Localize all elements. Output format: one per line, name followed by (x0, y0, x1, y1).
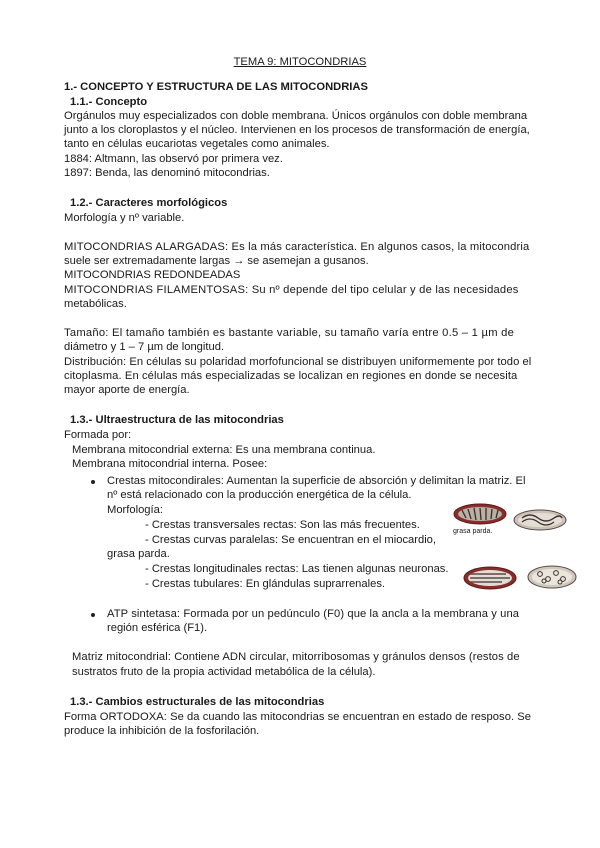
section-1-heading: 1.- CONCEPTO Y ESTRUCTURA DE LAS MITOCONDRIAS (64, 81, 368, 93)
redondeadas-line: MITOCONDRIAS REDONDEADAS (64, 269, 241, 281)
tamano-line-2: diámetro y 1 – 7 µm de longitud. (64, 341, 225, 353)
concepto-line-4: 1884: Altmann, las observó por primera vez. (64, 153, 283, 165)
distribucion-line-2: citoplasma. En células más especializadas se localizan en regiones en donde se necesita (64, 370, 518, 382)
matriz-line-2: sustratos fruto de la propia actividad metabólica de la célula). (72, 666, 376, 678)
section-1-1-heading: 1.1.- Concepto (70, 96, 148, 108)
section-1-2-heading: 1.2.- Caracteres morfológicos (70, 197, 228, 209)
formada-line: Formada por: (64, 429, 132, 441)
membrana-interna-line: Membrana mitocondrial interna. Posee: (72, 458, 268, 470)
atp-line-2: región esférica (F1). (107, 622, 208, 634)
crestas-curvas: - Crestas curvas paralelas: Se encuentran en el miocardio, (145, 534, 437, 546)
crestas-longitudinales: - Crestas longitudinales rectas: Las tienen algunas neuronas. (145, 563, 449, 575)
concepto-line-1: Orgánulos muy especializados con doble membrana. Únicos orgánulos con doble membrana (64, 110, 528, 122)
bullet-crestas (91, 480, 95, 484)
alargadas-line-1: MITOCONDRIAS ALARGADAS: Es la más característica. En algunos casos, la mitocondria (64, 241, 530, 253)
matriz-line-1: Matriz mitocondrial: Contiene ADN circular, mitorribosomas y gránulos densos (restos de (72, 651, 520, 663)
crestas-line-2: nº está relacionado con la producción energética de la célula. (107, 489, 412, 501)
filamentosas-line-1: MITOCONDRIAS FILAMENTOSAS: Su nº depende del tipo celular y de las necesidades (64, 284, 519, 296)
figure-label-grasa-parda: grasa parda. (453, 528, 493, 535)
morfologia-line: Morfología y nº variable. (64, 212, 185, 224)
mitochondria-figure-tubular (526, 562, 578, 592)
bullet-atp (91, 613, 95, 617)
concepto-line-2: junto a los cloroplastos y el núcleo. Intervienen en los procesos de transformación de energía, (64, 124, 530, 136)
distribucion-line-3: mayor aporte de energía. (64, 384, 190, 396)
distribucion-line-1: Distribución: En células su polaridad morfofuncional se distribuyen uniformemente por todo el (64, 356, 532, 368)
atp-line-1: ATP sintetasa: Formada por un pedúnculo (F0) que la ancla a la membrana y una (107, 608, 520, 620)
membrana-externa-line: Membrana mitocondrial externa: Es una membrana continua. (72, 444, 376, 456)
concepto-line-5: 1897: Benda, las denominó mitocondrias. (64, 167, 270, 179)
crestas-transversales: - Crestas transversales rectas: Son las más frecuentes. (145, 519, 420, 531)
tamano-line-1: Tamaño: El tamaño también es bastante variable, su tamaño varía entre 0.5 – 1 µm de (64, 327, 515, 339)
grasa-parda-line: grasa parda. (107, 548, 170, 560)
ortodoxa-line-2: produce la inhibición de la fosforilación. (64, 725, 260, 737)
section-1-3-heading: 1.3.- Ultraestructura de las mitocondrias (70, 414, 284, 426)
concepto-line-3: tanto en células eucariotas vegetales como animales. (64, 138, 330, 150)
page-title: TEMA 9: MITOCONDRIAS (233, 56, 367, 68)
mitochondria-figure-transversal (452, 498, 508, 528)
mitochondria-figure-longitudinal (462, 563, 518, 593)
alargadas-line-2: suele ser extremadamente largas → se asemejan a gusanos. (64, 255, 369, 267)
mitochondria-figure-curvas (512, 506, 568, 534)
section-1-4-heading: 1.3.- Cambios estructurales de las mitocondrias (70, 696, 325, 708)
morfologia-label: Morfología: (107, 504, 163, 516)
filamentosas-line-2: metabólicas. (64, 298, 127, 310)
ortodoxa-line-1: Forma ORTODOXA: Se da cuando las mitocondrias se encuentran en estado de resposo. Se (64, 711, 532, 723)
crestas-tubulares: - Crestas tubulares: En glándulas suprarrenales. (145, 578, 386, 590)
crestas-line-1: Crestas mitocondirales: Aumentan la superficie de absorción y delimitan la matriz. El (107, 475, 526, 487)
